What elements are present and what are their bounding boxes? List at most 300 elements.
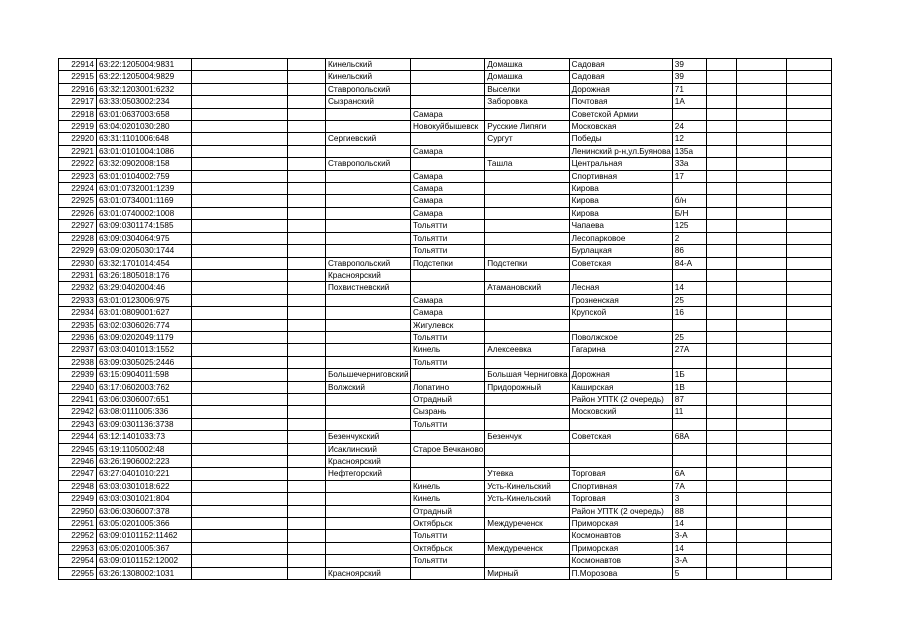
- table-cell[interactable]: Садовая: [569, 71, 672, 83]
- table-cell[interactable]: [706, 555, 736, 567]
- table-cell[interactable]: [736, 406, 786, 418]
- table-cell[interactable]: 63:01:0740002:1008: [97, 207, 192, 219]
- table-cell[interactable]: [411, 83, 485, 95]
- table-cell[interactable]: Б/Н: [672, 207, 706, 219]
- table-cell[interactable]: [706, 331, 736, 343]
- table-cell[interactable]: [288, 530, 326, 542]
- table-cell[interactable]: Советской Армии: [569, 108, 672, 120]
- table-cell[interactable]: 63:09:0304064:975: [97, 232, 192, 244]
- table-cell[interactable]: [786, 555, 831, 567]
- table-cell[interactable]: [706, 145, 736, 157]
- table-cell[interactable]: [485, 245, 569, 257]
- table-cell[interactable]: [288, 183, 326, 195]
- table-cell[interactable]: [326, 108, 411, 120]
- table-cell[interactable]: [736, 170, 786, 182]
- table-cell[interactable]: 22937: [59, 344, 97, 356]
- table-cell[interactable]: [706, 158, 736, 170]
- table-cell[interactable]: Красноярский: [326, 456, 411, 468]
- table-cell[interactable]: [706, 294, 736, 306]
- table-cell[interactable]: [192, 121, 288, 133]
- table-cell[interactable]: Приморская: [569, 518, 672, 530]
- table-cell[interactable]: Московская: [569, 121, 672, 133]
- table-cell[interactable]: [326, 493, 411, 505]
- table-cell[interactable]: [706, 456, 736, 468]
- table-cell[interactable]: [786, 480, 831, 492]
- table-cell[interactable]: [786, 83, 831, 95]
- table-cell[interactable]: [192, 294, 288, 306]
- table-cell[interactable]: Приморская: [569, 542, 672, 554]
- table-cell[interactable]: Район УПТК (2 очередь): [569, 505, 672, 517]
- table-cell[interactable]: Кинель: [411, 493, 485, 505]
- table-cell[interactable]: [786, 232, 831, 244]
- table-cell[interactable]: [326, 356, 411, 368]
- table-cell[interactable]: [288, 220, 326, 232]
- table-cell[interactable]: Самара: [411, 195, 485, 207]
- table-cell[interactable]: 22952: [59, 530, 97, 542]
- table-cell[interactable]: [288, 518, 326, 530]
- table-cell[interactable]: Самара: [411, 170, 485, 182]
- table-cell[interactable]: 22921: [59, 145, 97, 157]
- table-cell[interactable]: [411, 96, 485, 108]
- table-cell[interactable]: 22940: [59, 381, 97, 393]
- table-cell[interactable]: Тольятти: [411, 220, 485, 232]
- table-cell[interactable]: Атамановский: [485, 282, 569, 294]
- table-cell[interactable]: [672, 108, 706, 120]
- table-cell[interactable]: Старое Вечканово: [411, 443, 485, 455]
- table-cell[interactable]: Крупской: [569, 307, 672, 319]
- table-cell[interactable]: [736, 443, 786, 455]
- table-cell[interactable]: Подстепки: [411, 257, 485, 269]
- table-cell[interactable]: 22941: [59, 393, 97, 405]
- table-cell[interactable]: [786, 331, 831, 343]
- table-cell[interactable]: Космонавтов: [569, 555, 672, 567]
- table-cell[interactable]: [706, 505, 736, 517]
- table-cell[interactable]: [192, 331, 288, 343]
- table-cell[interactable]: [192, 480, 288, 492]
- table-cell[interactable]: Чапаева: [569, 220, 672, 232]
- table-cell[interactable]: 63:02:0306026:774: [97, 319, 192, 331]
- table-cell[interactable]: [706, 71, 736, 83]
- table-cell[interactable]: 63:09:0301174:1585: [97, 220, 192, 232]
- table-cell[interactable]: Жигулевск: [411, 319, 485, 331]
- table-cell[interactable]: 22942: [59, 406, 97, 418]
- table-cell[interactable]: [288, 170, 326, 182]
- table-cell[interactable]: 6А: [672, 468, 706, 480]
- table-cell[interactable]: 22933: [59, 294, 97, 306]
- table-cell[interactable]: [326, 518, 411, 530]
- table-cell[interactable]: 63:09:0101152:12002: [97, 555, 192, 567]
- table-cell[interactable]: Бурлацкая: [569, 245, 672, 257]
- table-cell[interactable]: 3: [672, 493, 706, 505]
- table-cell[interactable]: 22935: [59, 319, 97, 331]
- table-cell[interactable]: [288, 158, 326, 170]
- table-cell[interactable]: [192, 431, 288, 443]
- table-cell[interactable]: Победы: [569, 133, 672, 145]
- table-cell[interactable]: [786, 59, 831, 71]
- table-cell[interactable]: [485, 393, 569, 405]
- table-cell[interactable]: [192, 555, 288, 567]
- table-cell[interactable]: [326, 505, 411, 517]
- table-cell[interactable]: Ставропольский: [326, 83, 411, 95]
- table-cell[interactable]: 22920: [59, 133, 97, 145]
- table-cell[interactable]: 63:31:1101006:648: [97, 133, 192, 145]
- table-cell[interactable]: [786, 307, 831, 319]
- table-cell[interactable]: [736, 393, 786, 405]
- table-cell[interactable]: Самара: [411, 183, 485, 195]
- table-cell[interactable]: [192, 406, 288, 418]
- table-cell[interactable]: 86: [672, 245, 706, 257]
- table-cell[interactable]: [736, 518, 786, 530]
- table-cell[interactable]: Ставропольский: [326, 158, 411, 170]
- table-cell[interactable]: [485, 418, 569, 430]
- table-cell[interactable]: [786, 158, 831, 170]
- table-cell[interactable]: [192, 393, 288, 405]
- table-cell[interactable]: [288, 282, 326, 294]
- table-cell[interactable]: [485, 170, 569, 182]
- table-cell[interactable]: 39: [672, 71, 706, 83]
- table-cell[interactable]: 22945: [59, 443, 97, 455]
- table-cell[interactable]: [672, 443, 706, 455]
- table-cell[interactable]: [786, 257, 831, 269]
- table-cell[interactable]: [485, 108, 569, 120]
- table-cell[interactable]: Сызранский: [326, 96, 411, 108]
- table-cell[interactable]: 63:01:0637003:658: [97, 108, 192, 120]
- table-cell[interactable]: [736, 145, 786, 157]
- table-cell[interactable]: [706, 96, 736, 108]
- table-cell[interactable]: [288, 83, 326, 95]
- table-cell[interactable]: 7А: [672, 480, 706, 492]
- table-cell[interactable]: [706, 356, 736, 368]
- table-cell[interactable]: [736, 468, 786, 480]
- table-cell[interactable]: [485, 232, 569, 244]
- table-cell[interactable]: [736, 158, 786, 170]
- table-cell[interactable]: 63:26:1906002:223: [97, 456, 192, 468]
- table-cell[interactable]: [786, 493, 831, 505]
- table-cell[interactable]: [411, 456, 485, 468]
- table-cell[interactable]: [736, 542, 786, 554]
- table-cell[interactable]: [786, 245, 831, 257]
- table-cell[interactable]: 22948: [59, 480, 97, 492]
- table-cell[interactable]: Тольятти: [411, 530, 485, 542]
- table-cell[interactable]: [288, 331, 326, 343]
- table-cell[interactable]: 63:03:0401013:1552: [97, 344, 192, 356]
- table-cell[interactable]: [288, 232, 326, 244]
- table-cell[interactable]: [326, 183, 411, 195]
- table-cell[interactable]: 63:22:1205004:9829: [97, 71, 192, 83]
- table-cell[interactable]: [706, 245, 736, 257]
- table-cell[interactable]: 22931: [59, 269, 97, 281]
- table-cell[interactable]: Придорожный: [485, 381, 569, 393]
- table-cell[interactable]: [192, 505, 288, 517]
- table-cell[interactable]: [706, 567, 736, 579]
- table-cell[interactable]: 22949: [59, 493, 97, 505]
- table-cell[interactable]: Советская: [569, 431, 672, 443]
- table-cell[interactable]: 63:09:0305025:2446: [97, 356, 192, 368]
- table-cell[interactable]: [485, 505, 569, 517]
- table-cell[interactable]: [672, 456, 706, 468]
- table-cell[interactable]: 63:15:0904011:598: [97, 369, 192, 381]
- table-cell[interactable]: Тольятти: [411, 555, 485, 567]
- table-cell[interactable]: 1В: [672, 381, 706, 393]
- table-cell[interactable]: [288, 145, 326, 157]
- table-cell[interactable]: 63:22:1205004:9831: [97, 59, 192, 71]
- table-cell[interactable]: [706, 493, 736, 505]
- table-cell[interactable]: 22939: [59, 369, 97, 381]
- table-cell[interactable]: [288, 195, 326, 207]
- table-cell[interactable]: [485, 195, 569, 207]
- table-cell[interactable]: [706, 108, 736, 120]
- table-cell[interactable]: Кирова: [569, 195, 672, 207]
- table-cell[interactable]: 39: [672, 59, 706, 71]
- table-cell[interactable]: [485, 331, 569, 343]
- table-cell[interactable]: [736, 133, 786, 145]
- table-cell[interactable]: [326, 542, 411, 554]
- table-cell[interactable]: 63:01:0123006:975: [97, 294, 192, 306]
- table-cell[interactable]: 1А: [672, 96, 706, 108]
- table-cell[interactable]: 2: [672, 232, 706, 244]
- table-cell[interactable]: Самара: [411, 145, 485, 157]
- table-cell[interactable]: 22944: [59, 431, 97, 443]
- table-cell[interactable]: [736, 59, 786, 71]
- table-cell[interactable]: [192, 269, 288, 281]
- table-cell[interactable]: [786, 369, 831, 381]
- table-cell[interactable]: 22914: [59, 59, 97, 71]
- table-cell[interactable]: [288, 406, 326, 418]
- table-cell[interactable]: 22916: [59, 83, 97, 95]
- table-cell[interactable]: [192, 282, 288, 294]
- table-cell[interactable]: [706, 307, 736, 319]
- table-cell[interactable]: [288, 456, 326, 468]
- table-cell[interactable]: [786, 96, 831, 108]
- table-cell[interactable]: [786, 542, 831, 554]
- table-cell[interactable]: [411, 468, 485, 480]
- table-cell[interactable]: [706, 393, 736, 405]
- table-cell[interactable]: [706, 480, 736, 492]
- table-cell[interactable]: 25: [672, 294, 706, 306]
- table-cell[interactable]: Ленинский р-н,ул.Буянова: [569, 145, 672, 157]
- table-cell[interactable]: [569, 319, 672, 331]
- table-cell[interactable]: Русские Липяги: [485, 121, 569, 133]
- table-cell[interactable]: 22950: [59, 505, 97, 517]
- table-cell[interactable]: 22947: [59, 468, 97, 480]
- table-cell[interactable]: [192, 356, 288, 368]
- table-cell[interactable]: [192, 145, 288, 157]
- table-cell[interactable]: [326, 294, 411, 306]
- table-cell[interactable]: [288, 307, 326, 319]
- table-cell[interactable]: [192, 59, 288, 71]
- table-cell[interactable]: [569, 418, 672, 430]
- table-cell[interactable]: [192, 418, 288, 430]
- table-cell[interactable]: [786, 431, 831, 443]
- table-cell[interactable]: [736, 567, 786, 579]
- table-cell[interactable]: Сургут: [485, 133, 569, 145]
- table-cell[interactable]: [706, 530, 736, 542]
- table-cell[interactable]: 22917: [59, 96, 97, 108]
- table-cell[interactable]: [736, 108, 786, 120]
- table-cell[interactable]: [672, 183, 706, 195]
- table-cell[interactable]: 63:32:1701014:454: [97, 257, 192, 269]
- table-cell[interactable]: [192, 170, 288, 182]
- table-cell[interactable]: 22951: [59, 518, 97, 530]
- table-cell[interactable]: Почтовая: [569, 96, 672, 108]
- table-cell[interactable]: [786, 356, 831, 368]
- table-cell[interactable]: [288, 59, 326, 71]
- table-cell[interactable]: [786, 530, 831, 542]
- table-cell[interactable]: [326, 418, 411, 430]
- table-cell[interactable]: 1Б: [672, 369, 706, 381]
- table-cell[interactable]: Октябрьск: [411, 542, 485, 554]
- table-cell[interactable]: [569, 356, 672, 368]
- table-cell[interactable]: 22929: [59, 245, 97, 257]
- table-cell[interactable]: 22932: [59, 282, 97, 294]
- table-cell[interactable]: 63:06:0306007:651: [97, 393, 192, 405]
- table-cell[interactable]: [326, 121, 411, 133]
- table-cell[interactable]: [706, 133, 736, 145]
- table-cell[interactable]: Новокуйбышевск: [411, 121, 485, 133]
- table-cell[interactable]: [288, 493, 326, 505]
- table-cell[interactable]: [706, 381, 736, 393]
- table-cell[interactable]: [786, 567, 831, 579]
- table-cell[interactable]: 22934: [59, 307, 97, 319]
- table-cell[interactable]: [706, 195, 736, 207]
- table-cell[interactable]: б/н: [672, 195, 706, 207]
- table-cell[interactable]: [288, 108, 326, 120]
- table-cell[interactable]: [288, 443, 326, 455]
- table-cell[interactable]: 84-А: [672, 257, 706, 269]
- table-cell[interactable]: [326, 245, 411, 257]
- table-cell[interactable]: [736, 356, 786, 368]
- table-cell[interactable]: [192, 369, 288, 381]
- table-cell[interactable]: [288, 468, 326, 480]
- table-cell[interactable]: Усть-Кинельский: [485, 493, 569, 505]
- table-cell[interactable]: 63:29:0402004:46: [97, 282, 192, 294]
- table-cell[interactable]: Ставропольский: [326, 257, 411, 269]
- table-cell[interactable]: [192, 456, 288, 468]
- table-cell[interactable]: [288, 294, 326, 306]
- table-cell[interactable]: [192, 567, 288, 579]
- table-cell[interactable]: Безенчукский: [326, 431, 411, 443]
- table-cell[interactable]: Дорожная: [569, 83, 672, 95]
- table-cell[interactable]: Усть-Кинельский: [485, 480, 569, 492]
- table-cell[interactable]: [736, 369, 786, 381]
- table-cell[interactable]: Лопатино: [411, 381, 485, 393]
- table-cell[interactable]: Октябрьск: [411, 518, 485, 530]
- table-cell[interactable]: Центральная: [569, 158, 672, 170]
- table-cell[interactable]: [288, 356, 326, 368]
- table-cell[interactable]: Тольятти: [411, 418, 485, 430]
- table-cell[interactable]: Большечерниговский: [326, 369, 411, 381]
- table-cell[interactable]: Тольятти: [411, 232, 485, 244]
- table-cell[interactable]: 63:32:0902008:158: [97, 158, 192, 170]
- table-cell[interactable]: 22923: [59, 170, 97, 182]
- table-cell[interactable]: Тольятти: [411, 331, 485, 343]
- table-cell[interactable]: [288, 431, 326, 443]
- table-cell[interactable]: 16: [672, 307, 706, 319]
- table-cell[interactable]: Волжский: [326, 381, 411, 393]
- table-cell[interactable]: 22943: [59, 418, 97, 430]
- table-cell[interactable]: [192, 443, 288, 455]
- table-cell[interactable]: 14: [672, 518, 706, 530]
- table-cell[interactable]: [786, 381, 831, 393]
- table-cell[interactable]: [736, 319, 786, 331]
- table-cell[interactable]: 63:32:1203001:6232: [97, 83, 192, 95]
- table-cell[interactable]: [736, 183, 786, 195]
- table-cell[interactable]: [485, 530, 569, 542]
- table-cell[interactable]: 63:26:1308002:1031: [97, 567, 192, 579]
- table-cell[interactable]: [326, 170, 411, 182]
- table-cell[interactable]: П.Морозова: [569, 567, 672, 579]
- table-cell[interactable]: [192, 232, 288, 244]
- table-cell[interactable]: 63:01:0734001:1169: [97, 195, 192, 207]
- table-cell[interactable]: Большая Черниговка: [485, 369, 569, 381]
- table-cell[interactable]: Кинель: [411, 344, 485, 356]
- table-cell[interactable]: Тольятти: [411, 356, 485, 368]
- table-cell[interactable]: [736, 294, 786, 306]
- table-cell[interactable]: [485, 406, 569, 418]
- table-cell[interactable]: [706, 369, 736, 381]
- table-cell[interactable]: [326, 555, 411, 567]
- table-cell[interactable]: 63:19:1105002:48: [97, 443, 192, 455]
- table-cell[interactable]: [736, 344, 786, 356]
- table-cell[interactable]: [411, 71, 485, 83]
- table-cell[interactable]: Грозненская: [569, 294, 672, 306]
- table-cell[interactable]: [288, 96, 326, 108]
- table-cell[interactable]: [192, 319, 288, 331]
- table-cell[interactable]: [326, 393, 411, 405]
- table-cell[interactable]: [736, 493, 786, 505]
- table-cell[interactable]: Район УПТК (2 очередь): [569, 393, 672, 405]
- table-cell[interactable]: Безенчук: [485, 431, 569, 443]
- table-cell[interactable]: Сызрань: [411, 406, 485, 418]
- table-cell[interactable]: [288, 418, 326, 430]
- table-cell[interactable]: [786, 456, 831, 468]
- table-cell[interactable]: Торговая: [569, 493, 672, 505]
- table-cell[interactable]: [411, 269, 485, 281]
- table-cell[interactable]: 63:01:0101004:1086: [97, 145, 192, 157]
- table-cell[interactable]: 63:08:0111005:336: [97, 406, 192, 418]
- table-cell[interactable]: 22927: [59, 220, 97, 232]
- table-cell[interactable]: [786, 183, 831, 195]
- table-cell[interactable]: [706, 319, 736, 331]
- table-cell[interactable]: [288, 480, 326, 492]
- table-cell[interactable]: [192, 493, 288, 505]
- table-cell[interactable]: Космонавтов: [569, 530, 672, 542]
- table-cell[interactable]: Спортивная: [569, 480, 672, 492]
- table-cell[interactable]: [192, 530, 288, 542]
- table-cell[interactable]: [786, 269, 831, 281]
- table-cell[interactable]: [706, 282, 736, 294]
- table-cell[interactable]: 25: [672, 331, 706, 343]
- table-cell[interactable]: [411, 282, 485, 294]
- table-cell[interactable]: [288, 344, 326, 356]
- table-cell[interactable]: [786, 121, 831, 133]
- table-cell[interactable]: [485, 220, 569, 232]
- table-cell[interactable]: [192, 542, 288, 554]
- table-cell[interactable]: Тольятти: [411, 245, 485, 257]
- table-cell[interactable]: 63:01:0732001:1239: [97, 183, 192, 195]
- table-cell[interactable]: [485, 555, 569, 567]
- table-cell[interactable]: 63:09:0205030:1744: [97, 245, 192, 257]
- table-cell[interactable]: [326, 331, 411, 343]
- table-cell[interactable]: [706, 418, 736, 430]
- table-cell[interactable]: [411, 369, 485, 381]
- table-cell[interactable]: [736, 480, 786, 492]
- table-cell[interactable]: [736, 245, 786, 257]
- table-cell[interactable]: Сергиевский: [326, 133, 411, 145]
- table-cell[interactable]: [288, 207, 326, 219]
- table-cell[interactable]: Утевка: [485, 468, 569, 480]
- table-cell[interactable]: [706, 406, 736, 418]
